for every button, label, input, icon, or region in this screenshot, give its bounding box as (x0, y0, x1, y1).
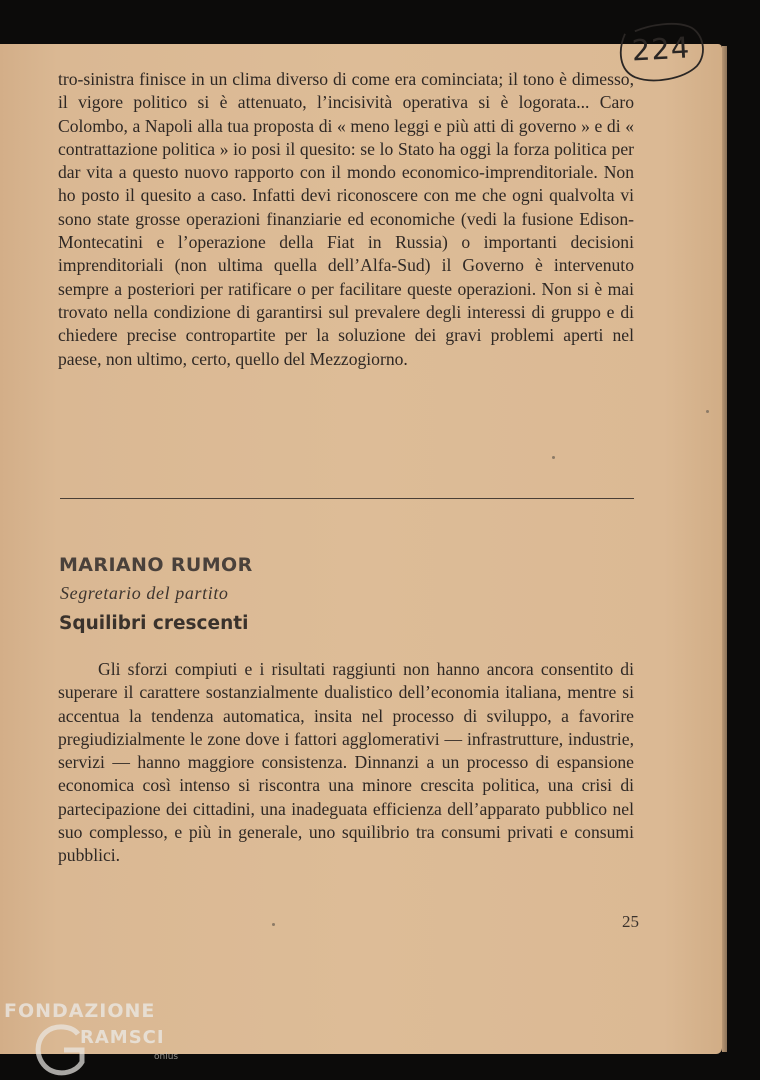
archive-watermark (0, 994, 200, 1080)
paper-speck (706, 410, 709, 413)
handwritten-number-text: 224 (630, 30, 692, 68)
paper-speck (552, 456, 555, 459)
paragraph-1: tro-sinistra finisce in un clima diverso di come era cominciata; il tono è dimesso, il vigore politico si è attenuato, l’incisività operativa si è logorata... Caro Colombo, a Napoli alla tua proposta di « meno leggi e più atti di governo » e di « contrattazione politica » io posi il quesito: se lo Stato ha oggi la forza politica per dar vita a questo nuovo rapporto con il mondo economico-imprenditoriale. Non ho posto il quesito a caso. Infatti devi riconoscere con me che ogni qualvolta vi sono state grosse operazioni finanziarie ed economiche (vedi la fusione Edison-Montecatini e l’operazione della Fiat in Russia) o importanti decisioni imprenditoriali (non ultima quella dell’Alfa-Sud) il Governo è intervenuto sempre a posteriori per ratificare o per facilitare queste operazioni. Non si è mai trovato nella condizione di garantirsi sul prevalere degli interessi di gruppo e di chiedere precise contropartite per la soluzione dei gravi problemi aperti nel paese, non ultimo, certo, quello del Mezzogiorno. (58, 69, 634, 369)
section-divider (60, 498, 634, 499)
watermark-line-2: RAMSCI (80, 1027, 165, 1048)
watermark-line-3: onlus (154, 1052, 179, 1062)
author-name: MARIANO RUMOR (59, 554, 253, 576)
paper-speck (272, 923, 275, 926)
watermark-line-1: FONDAZIONE (4, 1000, 156, 1022)
author-role: Segretario del partito (60, 583, 229, 603)
paragraph-2: Gli sforzi compiuti e i risultati raggiunti non hanno ancora consentito di superare il carattere sostanzialmente dualistico dell’economia italiana, mentre si accentua la tendenza automatica, insita nel processo di sviluppo, a favorire pregiudizialmente le zone dove i fattori agglomerativi — infrastrutture, industrie, servizi — hanno maggiore consistenza. Dinnanzi a un processo di espansione economica così intenso si riscontra una minore crescita politica, una crisi di partecipazione dei cittadini, una inadeguata efficienza dell’apparato pubblico nel suo complesso, e più in generale, uno squilibrio tra consumi privati e consumi pubblici. (58, 659, 634, 866)
page-number: 25 (622, 912, 639, 931)
section-title: Squilibri crescenti (59, 613, 249, 634)
page-edge (722, 46, 727, 1052)
